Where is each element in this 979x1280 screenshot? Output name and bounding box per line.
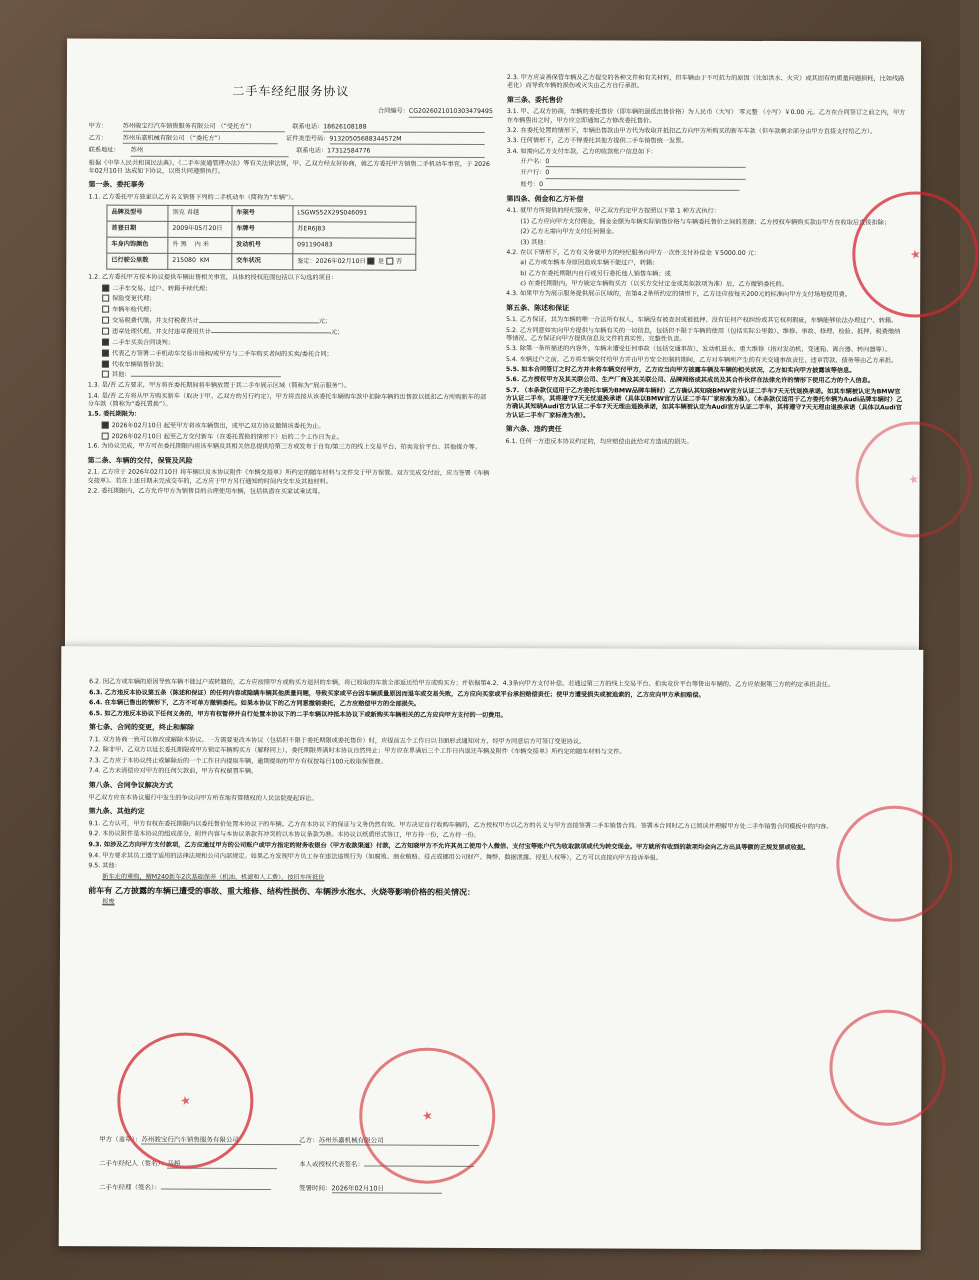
clause-8-1: 甲乙双方应在本协议履行中发生的争议向甲方所在地有管辖权的人民法院提起诉讼。 — [88, 793, 318, 802]
sign-date — [299, 1183, 442, 1194]
checklist-label: 二手车交易、过户、转籍手续代理； — [112, 284, 212, 293]
clause-4-1: 4.1. 就甲方所提供的经纪服务，甲乙双方约定甲方按照以下第 1 种方式执行： — [506, 207, 720, 216]
clause-9-3: 9.3. 如涉及乙方向甲方支付款项，乙方应通过甲方的公司账户或甲方指定的财务收银台（甲方收款渠道）付款，乙方知晓甲方不允许其员工使用个人微信、支付宝等账户代为收取款项或代为转交现金。甲方就所有收到的款项均会向乙方出具等额的正规发票或收据。 — [88, 841, 810, 852]
bank-label: 开户行： — [520, 169, 546, 177]
exterior-color: 外 黑 — [172, 241, 187, 249]
party-b-row — [89, 134, 493, 145]
party-b-phone: 17312584776 — [327, 148, 485, 158]
seal-star-icon: ★ — [904, 471, 923, 488]
clause-9-5: 9.5. 其他： — [88, 862, 121, 870]
disclosure-text: 乙方披露的车辆已遭受的事故、重大维修、结构性损伤、车辆涉水泡水、火烧等影响价格的相关情况： — [115, 886, 476, 898]
engine-label: 发动机号 — [232, 238, 293, 254]
party-a-value: 苏州骏宝行汽车销售服务有限公司 — [122, 122, 216, 130]
clause-1-4: 1.4. 是/否 乙方将从甲方购买新车（取决于甲、乙双方的另行约定），甲方将直接从该委托车辆购车款中扣除车辆的出售款以抵扣乙方所购新车的部分车款（简称为“委托置换”）。 — [87, 392, 487, 408]
checklist-item — [102, 295, 492, 305]
clause-3-1: 3.1. 甲、乙双方协商，车辆的委托售价（即车辆的最低出售价格）为人民币（大写） 零元整 （小写）￥0.00 元。乙方在合同签订之前之内，甲方在车辆售出之时，甲方应立即通知乙方修改委托售价。 — [506, 108, 906, 125]
clause-4-2c: c) 在委托期限内，甲方锁定车辆购买方（以买方交付定金或类似款项为准）后，乙方撤销委托的。 — [520, 280, 788, 289]
section-4-title: 第四条、佣金和乙方补偿 — [506, 195, 584, 204]
reg-date-label: 首登日期 — [107, 221, 168, 237]
clause-1-5a — [88, 421, 492, 431]
clause-3-3: 3.3. 任何情形下，乙方不得委托其他方提供二手车销售统一发票。 — [506, 137, 688, 145]
plate-label: 车牌号 — [232, 222, 293, 238]
clause-4-2a: a) 乙方或车辆本身原因造成车辆不能过户，转籍； — [520, 259, 659, 267]
checkbox[interactable] — [102, 328, 109, 335]
party-a-row — [89, 122, 493, 133]
mileage-value — [168, 254, 232, 270]
section-8-title: 第八条、合同争议解决方式 — [88, 781, 173, 790]
clause-6-5: 6.5. 如乙方违反本协议下任何义务的，甲方有权暂停并自行处置本协议下的二手车辆以冲抵本协议下或新购买车辆相关的乙方应向甲方支付的一切费用。 — [89, 709, 507, 719]
section-3-title: 第三条、委托售价 — [506, 95, 563, 104]
checkbox-no[interactable] — [386, 258, 393, 265]
account-row — [507, 181, 907, 192]
clause-9-2: 9.2. 本协议附件是本协议的组成部分，附件内容与本协议条款有冲突的以本协议条款为准。本协议以纸质形式签订，甲方持一份，乙方持一份。 — [88, 830, 480, 840]
delivery-value — [293, 254, 416, 270]
section-1-title: 第一条、委托事务 — [88, 180, 145, 190]
clause-1-3: 1.3. 是/否 乙方要求，甲方将在委托期间将车辆放置于其二手车展示区域（简称为“展示服务”）。 — [87, 381, 351, 390]
delivery-date: 鉴定：2026年02月10日 — [297, 258, 366, 266]
checklist-item — [102, 317, 492, 327]
term-option-a: 2026年02月10日 起至甲方将该车辆售出，或甲乙双方协议撤销该委托为止。 — [111, 421, 325, 430]
clause-1-5b — [88, 432, 492, 442]
party-a-phone-label: 联系电话： — [292, 122, 324, 130]
unit-label: 元； — [318, 317, 332, 326]
party-b-sign-label: 乙方： — [299, 1136, 319, 1145]
company-seal-stamp — [852, 191, 978, 317]
address-label: 联系地址： — [88, 146, 120, 154]
checklist-item — [102, 371, 492, 381]
interior-color: 内 米 — [194, 241, 209, 249]
checkbox[interactable] — [102, 360, 109, 367]
clause-7-2: 7.2. 除非甲、乙双方以延长委托期限或甲方锁定车辆购买方（解释同上），委托期限界满时本协议自然终止；甲方应在界满后三个工作日内返还车辆及附件《车辆交接单》所约定的随车材料与文件。 — [88, 746, 626, 756]
contract-number-value: CG2026021010303479495 — [409, 108, 493, 118]
party-b-id-label: 证件类型号码： — [286, 135, 330, 143]
vin-label: 车架号 — [232, 206, 293, 222]
clause-9-1: 9.1. 乙方认可，甲方有权在委托期限内以委托售价处置本协议下的车辆。乙方在本协议下的保证与义务仍然有效。甲方决定自行收购车辆的，乙方授权甲方以乙方的名义与甲方直接签署二手车销售合同。签署本合同时乙方已阅读并理解甲方处二手车销售合同模板中的内容。 — [88, 820, 833, 831]
clause-6-3: 6.3. 乙方违反本协议第五条（陈述和保证）的任何内容或隐瞒车辆其他质量问题，导致买家或平台因车辆质量原因而退车或交易失败，乙方应向买家或平台承担赔偿责任；使甲方遭受损失或被追索的，乙方应向甲方承担赔偿。 — [89, 688, 705, 699]
seal-star-icon: ★ — [176, 1092, 195, 1109]
clause-7-4: 7.4. 乙方未清偿应对甲方的任何欠款前，甲方有权留置车辆。 — [88, 767, 258, 776]
clause-9-4: 9.4. 甲方要求其员工遵守适用的法律法规和公司内部规定。如果乙方发现甲方员工存在违法违规行为（如腐败、商业贿赂、侵占或挪用公司财产、舞弊、数据泄露、侵犯人权等），乙方可以直接向甲方投诉举报。 — [88, 851, 663, 862]
section-6-title: 第六条、违约责任 — [505, 425, 562, 434]
account-name-value: 0 — [545, 158, 745, 168]
checkbox[interactable] — [102, 317, 109, 324]
mileage-label: 已行驶公里数 — [107, 253, 168, 269]
manager-sign-value — [161, 1189, 271, 1190]
agreement-page-1 — [65, 39, 925, 654]
checklist-label: 二手车买卖合同谈判； — [111, 338, 174, 347]
clause-2-3: 2.3. 甲方应妥善保管车辆及乙方提交的各种文件和有关材料，但车辆由于不可抗力的原因（比如洪水、火灾）或其固有的质量问题损耗，比如线路老化）而导致车辆的损伤或灭失由乙方自行承担。 — [506, 74, 905, 90]
disclosure-heading — [88, 885, 888, 900]
vehicle-table — [106, 205, 416, 271]
clause-1-6: 1.6. 为协议完成，甲方可在委托期限内将该车辆及其相关信息提供给第三方或发布于自有/第三方的线上交易平台、拍卖竞价平台、其他媒介等。 — [87, 442, 481, 452]
party-b-seal-stamp — [359, 1047, 496, 1184]
reg-date-value: 2009年05月20日 — [168, 222, 232, 238]
clause-3-2: 3.2. 在委托处置的情形下，车辆出售款由甲方代为收取并抵扣乙方向甲方所购买的新车车款（但车款剩余部分由甲方直接支付给乙方）。 — [506, 126, 877, 136]
account-label: 账号： — [520, 180, 540, 188]
checkbox-yes[interactable] — [368, 258, 375, 265]
clause-6-2: 6.2. 因乙方或车辆的原因导致车辆不能过户或转籍的，乙方应按照甲方或购买方退回的车辆，将已收取的车款全部返还给甲方或购买方；并依据第4.2、4.3条向甲方支付补偿。若通过第三方的线上交易平台、拍卖竞价平台等售出车辆的，乙方应依据第三方的约定承担责任。 — [89, 678, 835, 689]
checkbox[interactable] — [102, 421, 109, 428]
clause-9-5-value: 新车走的重购，赠M240新车2次基础保养（机油、机滤和人工费），按旧车所抵价 — [102, 872, 325, 881]
manager-sign-label: 二手车经理（签名）： — [98, 1183, 161, 1192]
preamble: 根据《中华人民共和国民法典》、《二手车流通管理办法》等有关法律法规，甲、乙双方经友好协商，就乙方委托甲方销售二手机动车事宜，于 2026年02月10日 达成如下协议，以资共同遵照执行。 — [88, 159, 490, 176]
page-title: 二手车经纪服务协议 — [232, 84, 350, 99]
party-b-address: 苏州 — [131, 147, 289, 157]
clause-5-1: 5.1. 乙方保证，其为车辆的唯一合法所有权人，车辆没有被查封或被抵押、没有任何产权纠纷或其它权利瑕疵，车辆能够依法办理过户、转籍。 — [506, 316, 898, 325]
no-label: 否 — [395, 258, 403, 266]
bank-row — [507, 169, 907, 180]
broker-sign-label: 二手车经纪人（签名）： — [99, 1159, 168, 1168]
clause-5-7: 5.7. （本条款仅适用于乙方委托车辆为BMW品牌车辆时）乙方确认其知晓BMW官方认证二手车7天无忧退换承诺。如其车辆被认定为BMW官方认证二手车，其将遵守7天无忧退换承诺（具体以BMW官方认证二手车厂家标准为准）。（本条款仅适用于乙方委托车辆为Audi品牌车辆时）乙方确认其知晓Audi官方认证二手车7天无理由退换承诺，如其车辆被认定为Audi官方认证二手车，其将遵守7天无理由退换承诺（具体以Audi官方认证二手车厂家标准为准）。 — [505, 386, 903, 420]
account-value: 0 — [539, 181, 739, 191]
checklist-item — [102, 349, 492, 359]
seal-star-icon: ★ — [418, 1107, 437, 1124]
sign-date-label: 签署时间： — [298, 1184, 332, 1193]
bank-name-row — [507, 158, 907, 169]
agreement-page-2 — [59, 646, 924, 1250]
party-b-address-row — [89, 147, 493, 158]
clause-1-5: 1.5. 委托期限为： — [87, 410, 141, 419]
clause-5-6: 5.6. 乙方授权甲方及其关联公司、生产厂商及其关联公司、品牌网络或其成员及其合作伙伴在法律允许的情形下使用乙方的个人信息。 — [505, 376, 875, 385]
clause-4-2: 4.2. 在以下情形下，乙方有义务就甲方的经纪服务向甲方一次性支付补偿金 ￥5000.00 元： — [506, 248, 761, 257]
term-option-b: 2026年02月10日 起至乙方交付新车（在委托置换的情形下）后的二个工作日为止。 — [111, 432, 344, 441]
contract-number-label: 合同编号： — [377, 107, 409, 115]
brand-value: 别克 君越 — [168, 206, 232, 222]
disclosure-value: 报废 — [102, 898, 115, 906]
checkbox[interactable] — [102, 371, 109, 378]
authorization-checklist — [88, 284, 492, 381]
checkbox[interactable] — [102, 432, 109, 439]
checklist-label: 交易税费代缴，并支付税费共计 — [112, 317, 199, 325]
engine-value: 091190483 — [293, 238, 416, 254]
plate-value: 苏ER6J83 — [293, 222, 416, 238]
checklist-label: 其他： — [111, 371, 131, 379]
party-b-name — [123, 135, 278, 145]
checkbox[interactable] — [102, 306, 109, 313]
authorized-sign-label: 本人或授权代表签名： — [299, 1160, 365, 1169]
checklist-label: 代表乙方签署二手机动车交易市场和/或甲方与二手车购买者间的买卖/委托合同； — [111, 349, 333, 358]
mileage-unit: KM — [199, 257, 210, 265]
clause-4-1a: (1) 乙方应向甲方支付佣金，佣金金额为车辆实际销售价格与车辆委托售价之间的差额；乙方授权车辆购买款由甲方在收取后直接扣除； — [520, 217, 891, 227]
party-a-name — [123, 122, 285, 132]
clause-6-1: 6.1. 任何一方违反本协议约定的，均应赔偿由此给对方造成的损失。 — [505, 437, 693, 446]
clause-2-1: 2.1. 乙方应于 2026年02月10日 将车辆以及本协议附件《车辆交接单》所约定的随车材料与文件交于甲方保管。双方完成交付后，应当签署《车辆交接单》。若在上述日期未完成交车的，乙方应于甲方另行通知的时间内交车及其他材料。 — [87, 468, 490, 485]
page1-left-column — [87, 39, 493, 500]
checklist-label: 代收车辆销售价款； — [111, 360, 168, 368]
party-b-value: 苏州乐嘉机械有限公司 — [122, 134, 185, 142]
checklist-item — [102, 360, 492, 370]
checklist-label: 违章处理代理，并支付违章费用共计 — [112, 328, 212, 336]
clause-5-4: 5.4. 车辆过户之前，乙方将车辆交付给甲方并由甲方安全控制的期间，乙方对车辆所产生的有关交通事故责任、违章罚款、债务等由乙方承担。 — [505, 355, 898, 364]
clause-4-1b: (2) 乙方无需向甲方支付任何佣金。 — [520, 228, 618, 236]
brand-label: 品牌及型号 — [107, 205, 168, 221]
color-value — [168, 238, 232, 254]
blank-line — [199, 322, 319, 323]
company-seal-stamp-faded — [855, 421, 971, 537]
party-b-id: 91320505688344572M — [329, 135, 484, 145]
party-a-label: 甲方： — [88, 122, 108, 130]
vin-value: LSGWS52X29S046091 — [293, 206, 416, 222]
clause-4-3: 4.3. 如果甲方为展示服务提供展示区域的，在第4.2条所约定的情形下，乙方还应按每天200元的标准向甲方支付场地使用费。 — [506, 290, 851, 299]
party-b-phone-label: 联系电话： — [296, 147, 328, 155]
clause-4-1c: (3) 其他： — [520, 238, 550, 246]
sign-date-value: 2026年02月10日 — [331, 1183, 441, 1193]
checkbox[interactable] — [102, 295, 109, 302]
clause-7-3: 7.3. 乙方应于本协议终止或解除后的一个工作日内提取车辆，逾期提取的甲方有权按每日100元收取保管费。 — [88, 757, 387, 766]
party-a-sign-value: 苏州骏宝行汽车销售服务有限公司 — [141, 1134, 301, 1145]
page2-body — [88, 676, 889, 912]
checklist-label: 保险变更代理； — [112, 295, 156, 303]
seal-star-icon: ★ — [906, 246, 925, 263]
blank-line — [211, 332, 331, 333]
clause-4-2b: b) 乙方在委托期限内自行或另行委托他人销售车辆；或 — [520, 269, 671, 278]
party-a-phone: 18626108188 — [323, 123, 485, 133]
clause-3-4: 3.4. 如需向乙方支付车款，乙方的收款账户信息如下： — [506, 147, 657, 156]
yes-label: 是 — [377, 258, 384, 266]
clause-5-3: 5.3. 除第一条所描述的内容外，车辆未遭受任何事故（包括交通事故），发动机进水、重大维修（指对发动机、变速箱、离合器、转向器等）。 — [505, 345, 892, 354]
edge-seal-stamp-lower — [829, 1009, 946, 1126]
checklist-item — [102, 284, 492, 294]
checkbox[interactable] — [102, 349, 109, 356]
checkbox[interactable] — [102, 338, 109, 345]
contract-number — [89, 107, 493, 118]
section-5-title: 第五条、陈述和保证 — [506, 303, 570, 312]
clause-5-2: 5.2. 乙方同意如实向甲方提供与车辆有关的一切信息，包括但不限于车辆的使用（包括实际公里数）、维修、事故、修理、检验、抵押、税费缴纳等情况。乙方保证向甲方提供信息及文件的真实性、完整性负责。 — [506, 326, 901, 343]
manager-signature — [99, 1182, 271, 1192]
checklist-item — [102, 306, 492, 316]
checklist-item — [102, 328, 492, 338]
disclosure-prefix: 前车有 — [88, 886, 113, 896]
delivery-label: 交车状况 — [232, 254, 293, 270]
party-b-sign-value: 苏州乐嘉机械有限公司 — [319, 1135, 479, 1146]
checklist-label: 车辆年检代理； — [112, 306, 156, 314]
section-2-title: 第二条、车辆的交付，保管及风险 — [87, 456, 193, 465]
clause-5-5: 5.5. 如本合同签订之时乙方并未将车辆交付甲方，乙方应当向甲方披露车辆及车辆的相关状况，乙方如实向甲方披露该等信息。 — [505, 365, 856, 375]
section-9-title: 第九条、其他约定 — [88, 807, 145, 816]
party-a-sign-label: 甲方（盖章）： — [99, 1135, 142, 1144]
clause-6-4: 6.4. 在车辆已售出的情形下，乙方不可单方撤销委托。如果本协议下的乙方同意撤销委托，乙方应赔偿甲方的全部损失。 — [89, 699, 421, 708]
clause-7-1: 7.1. 双方协商一致可以修改或解除本协议。一方需要更改本协议（包括但不限于委托期限或委托售价）时，应提前五个工作日以书面形式通知对方，经甲方同意后方可签订变更协议。 — [88, 736, 586, 746]
broker-sign-value: 马超 — [167, 1159, 277, 1169]
blank-line — [130, 376, 280, 378]
party-a-seal-stamp — [117, 1032, 254, 1169]
section-7-title: 第七条、合同的变更，终止和解除 — [88, 723, 194, 732]
page1-right-column — [506, 72, 907, 449]
clause-2-2: 2.2. 委托期限内，乙方允许甲方为销售目的合理使用车辆，包括供潜在买家试乘试驾。 — [87, 487, 325, 496]
clause-1-1: 1.1. 乙方委托甲方独家以乙方名义销售下列的二手机动车（简称为“车辆”）。 — [88, 193, 298, 202]
party-a-role: （“受托方”） — [217, 122, 255, 130]
color-label: 车身内饰颜色 — [107, 237, 168, 253]
bank-value: 0 — [545, 169, 745, 179]
unit-label: 元； — [331, 328, 344, 336]
mileage-number: 215080 — [172, 257, 196, 265]
checkbox[interactable] — [102, 284, 109, 291]
checklist-item — [102, 338, 492, 348]
edge-seal-stamp — [836, 806, 953, 923]
party-b-label: 乙方： — [88, 134, 108, 142]
clause-1-2: 1.2. 乙方委托甲方按本协议提供车辆出售相关事宜，具体的授权范围包括以下勾选的项目： — [88, 273, 338, 282]
account-name-label: 开户名： — [520, 158, 546, 166]
party-b-role: （“委托方”） — [186, 134, 224, 142]
